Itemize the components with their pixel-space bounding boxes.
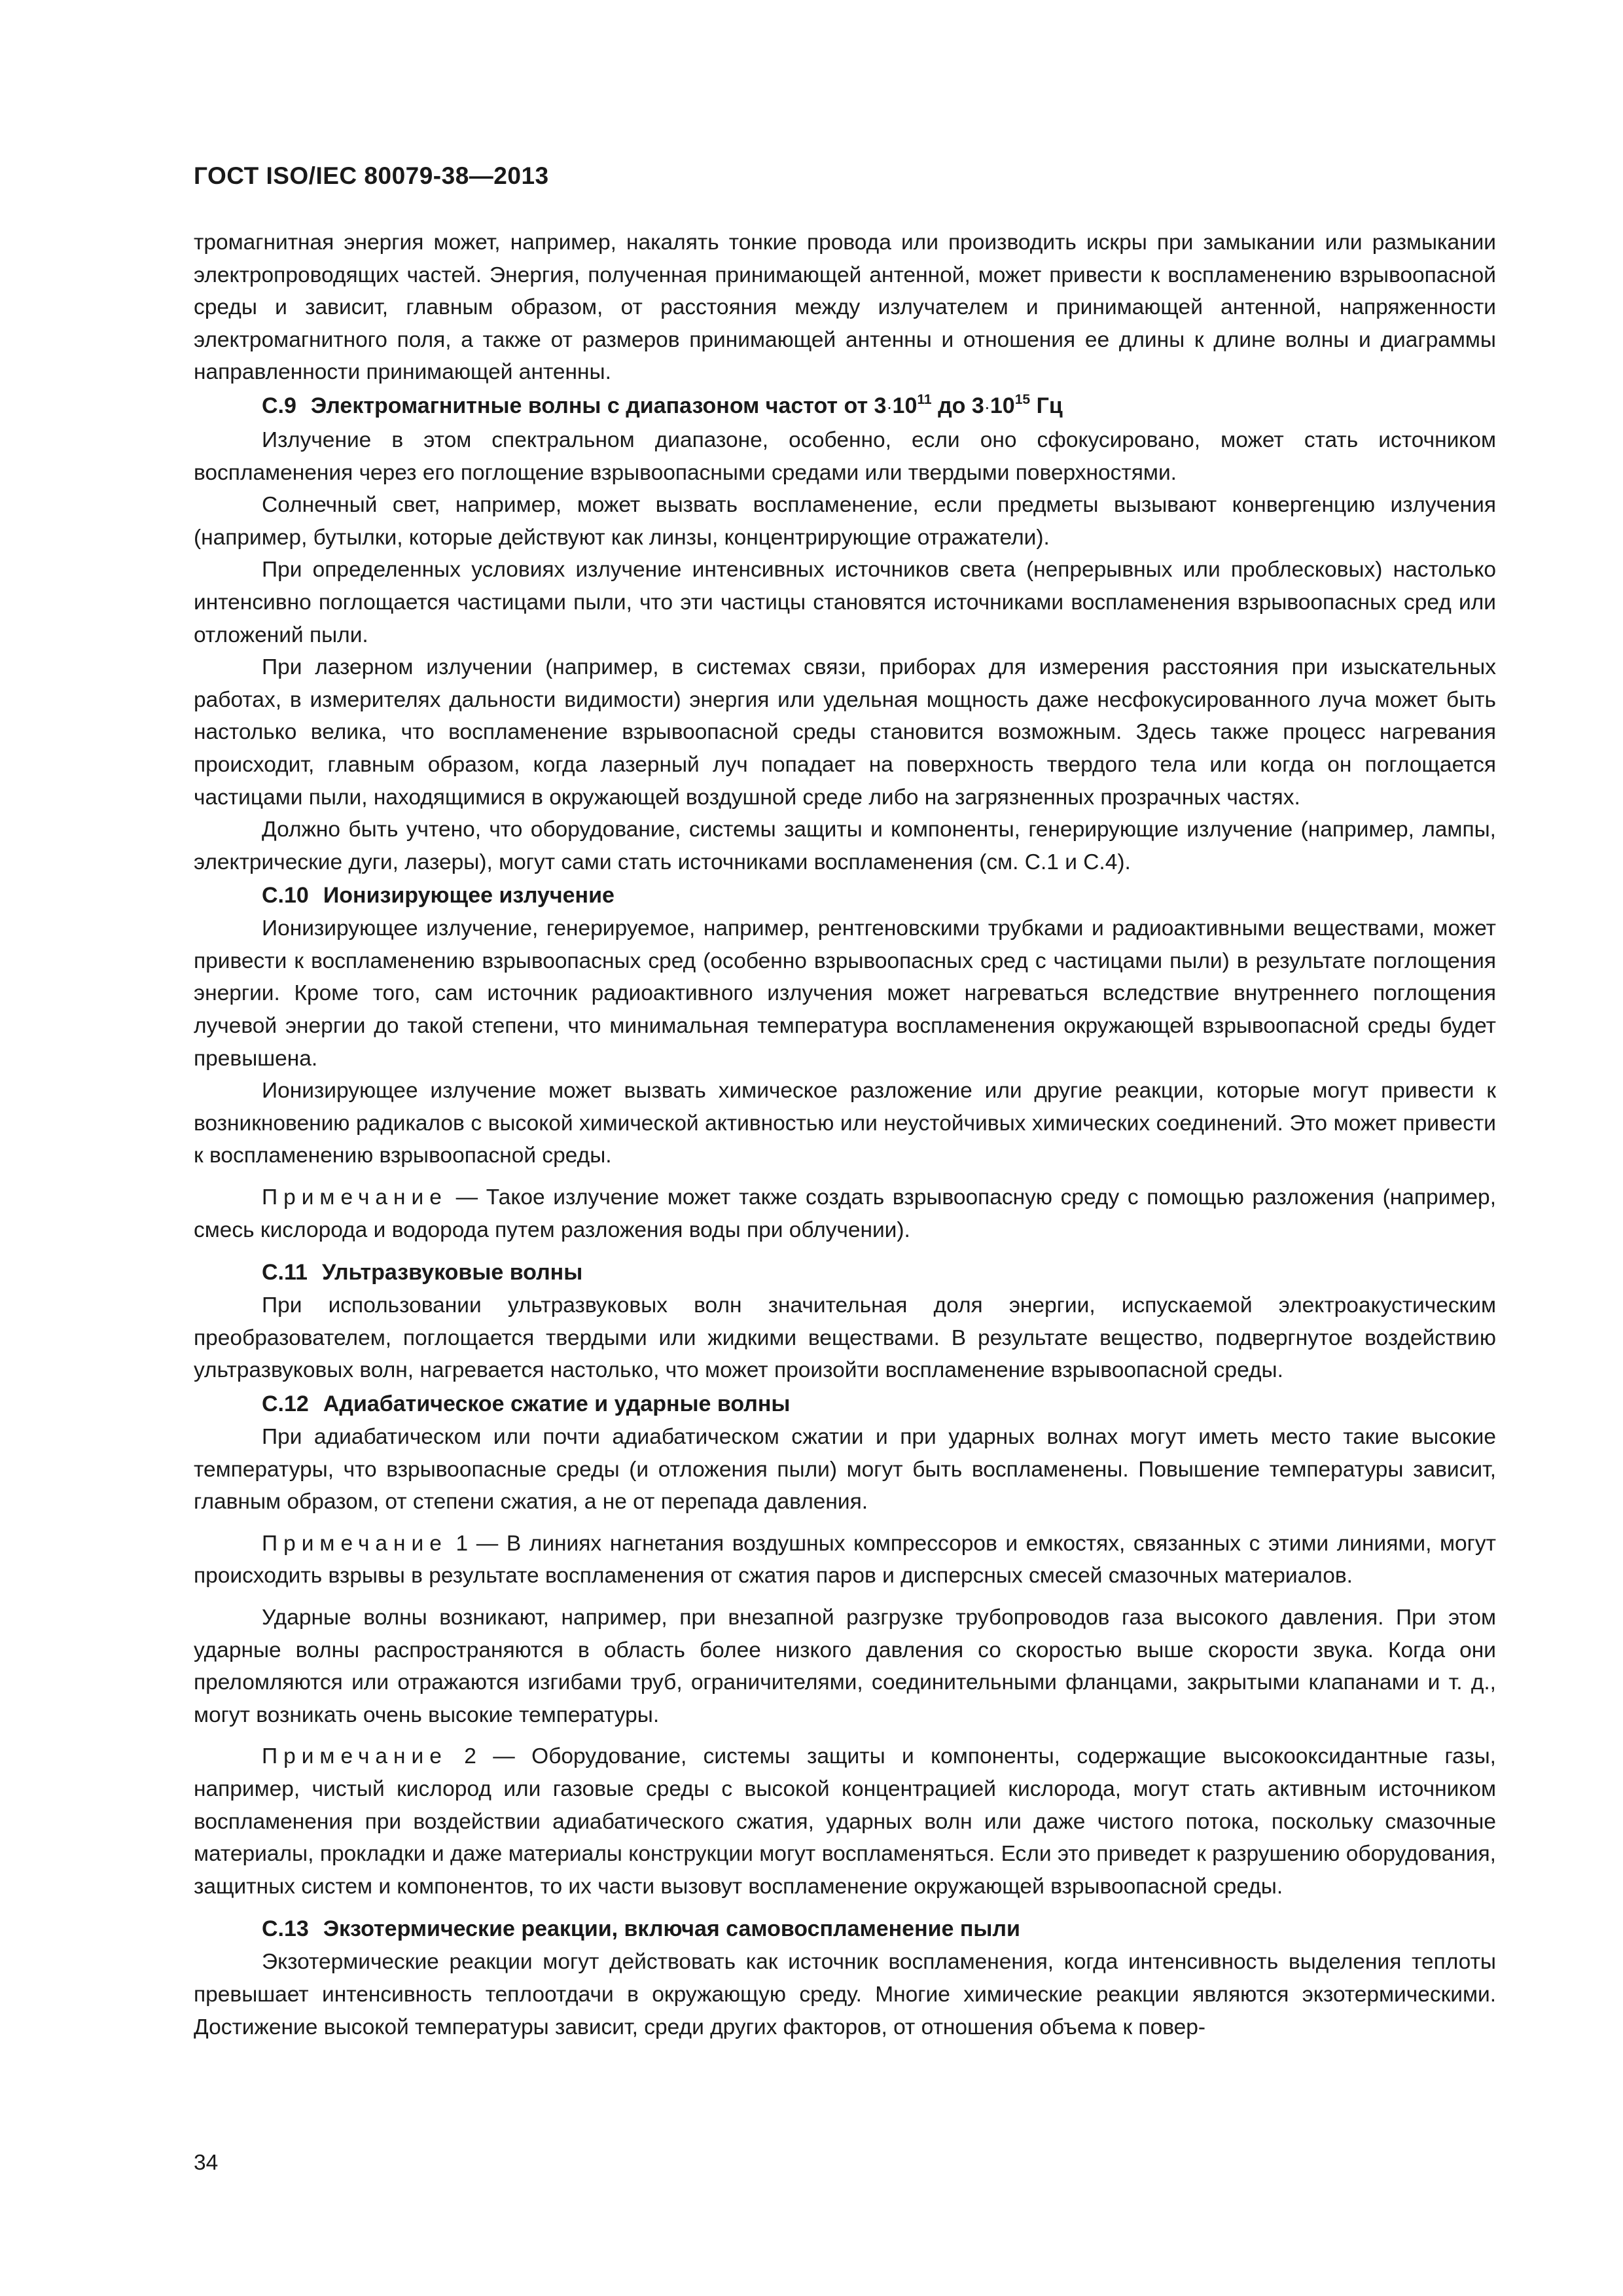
section-number: С.9 xyxy=(262,393,296,418)
note-paragraph xyxy=(194,1528,1496,1592)
section-title-part: Электромагнитные волны с диапазоном частот от 3 xyxy=(310,393,887,418)
section-title-part: до 3 xyxy=(931,393,984,418)
section-number: С.11 xyxy=(262,1260,308,1285)
exponent: 11 xyxy=(917,391,932,407)
section-title-part: Гц xyxy=(1030,393,1063,418)
section-title: Ионизирующее излучение xyxy=(323,883,615,908)
note-paragraph xyxy=(194,1181,1496,1246)
section-number: С.10 xyxy=(262,883,309,908)
intro-paragraph: тромагнитная энергия может, например, накалять тонкие провода или производить искры при замыкании или размыкании электропроводящих частей. Энергия, полученная принимающей антенной, может привести к воспламенению взрывоопасной среды и зависит, главным образом, от расстояния между излучателем и принимающей антенной, напряженности электромагнитного поля, а также от размеров принимающей антенны и отношения ее длины к длине волны и диаграммы направленности принимающей антенны. xyxy=(194,230,1496,385)
power-base: 10 xyxy=(990,393,1015,418)
body-paragraph: Ударные волны возникают, например, при внезапной разгрузке трубопроводов газа высокого давления. При этом ударные волны распространяются в область более низкого давления со скоростью выше скорости звука. Когда они преломляются или отражаются изгибами труб, ограничителями, соединительными фланцами, закрытыми клапанами и т. д., могут возникать очень высокие температуры. xyxy=(194,1605,1496,1727)
body-paragraph: Экзотермические реакции могут действовать как источник воспламенения, когда интенсивность выделения теплоты превышает интенсивность теплоотдачи в окружающую среду. Многие химические реакции являются экзотермическими. Достижение высокой температуры зависит, среди других факторов, от отношения объема к повер- xyxy=(194,1950,1496,2039)
page-body xyxy=(194,226,1496,2043)
note-text: 1 — В линиях нагнетания воздушных компрессоров и емкостях, связанных с этими линиями, могут происходить взрывы в результате воспламенения от сжатия паров и дисперсных смесей смазочных материалов. xyxy=(194,1531,1496,1588)
multiply-dot: · xyxy=(886,396,893,417)
note-text: 2 — Оборудование, системы защиты и компоненты, содержащие высокооксидантные газы, например, чистый кислород или газовые среды с высокой концентрацией кислорода, могут стать активным источником воспламенения при воздействии адиабатического сжатия, ударных волн или даже чистого потока, поскольку смазочные материалы, прокладки и даже материалы конструкции могут воспламеняться. Если это приведет к разрушению оборудования, защитных систем и компонентов, то их части вызовут воспламенение окружающей взрывоопасной среды. xyxy=(194,1744,1496,1899)
power-base: 10 xyxy=(892,393,918,418)
standard-code-header: ГОСТ ISO/IEC 80079-38—2013 xyxy=(194,162,549,189)
note-paragraph xyxy=(194,1740,1496,1903)
note-label: Примечание xyxy=(262,1531,448,1556)
multiply-dot: · xyxy=(984,396,990,417)
section-c13-heading xyxy=(194,1912,1496,1946)
body-paragraph: При лазерном излучении (например, в системах связи, приборах для измерения расстояния при изыскательных работах, в измерителях дальности видимости) энергия или удельная мощность даже несфокусированного луча может быть настолько велика, что воспламенение взрывоопасной среды становится возможным. Здесь также процесс нагревания происходит, главным образом, когда лазерный луч попадает на поверхность твердого тела или когда он поглощается частицами пыли, находящимися в окружающей воздушной среде либо на загрязненных прозрачных частях. xyxy=(194,655,1496,810)
section-c11-heading xyxy=(194,1255,1496,1289)
body-paragraph: Ионизирующее излучение может вызвать химическое разложение или другие реакции, которые могут привести к возникновению радикалов с высокой химической активностью или неустойчивых химических соединений. Это может привести к воспламенению взрывоопасной среды. xyxy=(194,1079,1496,1168)
section-c10-heading xyxy=(194,878,1496,912)
section-title: Экзотермические реакции, включая самовоспламенение пыли xyxy=(323,1916,1020,1942)
page-number: 34 xyxy=(194,2151,219,2175)
note-text: — Такое излучение может также создать взрывоопасную среду с помощью разложения (например, смесь кислорода и водорода путем разложения воды при облучении). xyxy=(194,1185,1496,1242)
section-number: С.12 xyxy=(262,1391,309,1416)
section-title: Ультразвуковые волны xyxy=(321,1260,583,1285)
section-c9-heading xyxy=(194,389,1496,424)
note-label: Примечание xyxy=(262,1744,448,1769)
body-paragraph: При определенных условиях излучение интенсивных источников света (непрерывных или проблесковых) настолько интенсивно поглощается частицами пыли, что эти частицы становятся источниками воспламенения взрывоопасных сред или отложений пыли. xyxy=(194,558,1496,647)
body-paragraph: Солнечный свет, например, может вызвать воспламенение, если предметы вызывают конвергенцию излучения (например, бутылки, которые действуют как линзы, концентрирующие отражатели). xyxy=(194,493,1496,550)
body-paragraph: Излучение в этом спектральном диапазоне, особенно, если оно сфокусировано, может стать источником воспламенения через его поглощение взрывоопасными средами или твердыми поверхностями. xyxy=(194,427,1496,485)
body-paragraph: Ионизирующее излучение, генерируемое, например, рентгеновскими трубками и радиоактивными веществами, может привести к воспламенению взрывоопасных сред (особенно взрывоопасных сред с частицами пыли) в результате поглощения энергии. Кроме того, сам источник радиоактивного излучения может нагреваться вследствие внутреннего поглощения лучевой энергии до такой степени, что минимальная температура воспламенения окружающей взрывоопасной среды будет превышена. xyxy=(194,916,1496,1071)
section-number: С.13 xyxy=(262,1916,309,1942)
body-paragraph: Должно быть учтено, что оборудование, системы защиты и компоненты, генерирующие излучение (например, лампы, электрические дуги, лазеры), могут сами стать источниками воспламенения (см. С.1 и С.4). xyxy=(194,817,1496,874)
note-label: Примечание xyxy=(262,1185,448,1210)
section-title: Адиабатическое сжатие и ударные волны xyxy=(323,1391,791,1416)
body-paragraph: При использовании ультразвуковых волн значительная доля энергии, испускаемой электроакустическим преобразователем, поглощается твердыми или жидкими веществами. В результате вещество, подвергнутое воздействию ультразвуковых волн, нагревается настолько, что может произойти воспламенение взрывоопасной среды. xyxy=(194,1293,1496,1383)
exponent: 15 xyxy=(1014,391,1031,407)
section-c12-heading xyxy=(194,1387,1496,1421)
body-paragraph: При адиабатическом или почти адиабатическом сжатии и при ударных волнах могут иметь место такие высокие температуры, что взрывоопасные среды (и отложения пыли) могут быть воспламенены. Повышение температуры зависит, главным образом, от степени сжатия, а не от перепада давления. xyxy=(194,1425,1496,1515)
